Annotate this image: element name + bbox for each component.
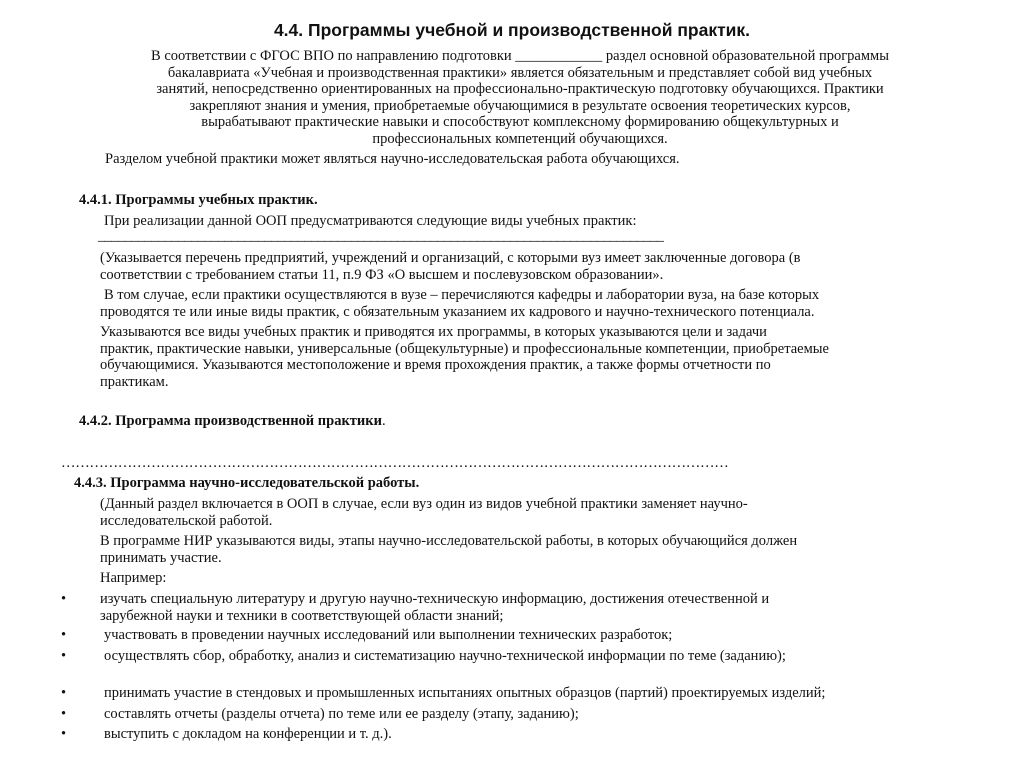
section-441-heading: 4.4.1. Программы учебных практик. — [79, 192, 318, 208]
intro-line: закрепляют знания и умения, приобретаемые обучающимися в результате освоения теоретических курсов, — [189, 97, 851, 114]
page-title: 4.4. Программы учебной и производственной практик. — [273, 20, 751, 40]
bullet-icon: • — [61, 591, 67, 607]
list-item-text: участвовать в проведении научных исследований или выполнении технических разработок; — [104, 627, 673, 643]
list-item-line: зарубежной науки и техники в соответствующей области знаний; — [100, 607, 504, 624]
intro-line: В соответствии с ФГОС ВПО по направлению подготовки ____________ раздел основной образовательной программы — [151, 48, 889, 64]
section-442-heading — [79, 413, 386, 430]
university-line: проводятся те или иные виды практик, с обязательным указанием их кадрового и научно-технического потенциала. — [100, 303, 815, 320]
list-item-text: осуществлять сбор, обработку, анализ и систематизацию научно-технической информации по теме (заданию); — [104, 648, 786, 664]
research-note: Разделом учебной практики может являться научно-исследовательская работа обучающихся. — [105, 151, 680, 167]
intro-line: вырабатывают практические навыки и способствуют комплексному формированию общекультурных и — [201, 114, 839, 130]
programs-line: практик, практические навыки, универсальные (общекультурные) и профессиональные компетенции, приобретаемые — [100, 340, 829, 357]
list-item — [0, 591, 1024, 625]
intro-line: профессиональных компетенций обучающихся. — [372, 130, 668, 147]
list-item — [0, 726, 1024, 744]
dotted-separator: …………………………………………………………………………………………………………………………… — [61, 455, 729, 471]
bullet-icon: • — [61, 685, 67, 701]
bullet-icon: • — [61, 706, 67, 722]
programs-line: Указываются все виды учебных практик и приводятся их программы, в которых указываются цели и задачи — [100, 324, 767, 340]
programs-line: практикам. — [100, 373, 169, 390]
bullet-icon: • — [61, 627, 67, 643]
nir-line: принимать участие. — [100, 549, 222, 566]
bullet-icon: • — [61, 648, 67, 664]
nir-note-line: (Данный раздел включается в ООП в случае, если вуз один из видов учебной практики заменяет научно- — [100, 496, 748, 512]
list-item-text: выступить с докладом на конференции и т. д.). — [104, 726, 392, 742]
list-item-text — [100, 591, 769, 624]
example-label: Например: — [100, 570, 167, 586]
blank-line: _____________________________________________________________________________________ — [98, 228, 664, 244]
section-442-title: 4.4.2. Программа производственной практики — [79, 413, 382, 429]
list-item — [0, 706, 1024, 724]
programs-line: обучающимися. Указываются местоположение и время прохождения практик, а также формы отчетности по — [100, 357, 771, 373]
section-441-note — [100, 250, 801, 283]
note-line: (Указывается перечень предприятий, учреждений и организаций, с которыми вуз имеет заключенные договора (в — [100, 250, 801, 266]
list-item-line: изучать специальную литературу и другую научно-техническую информацию, достижения отечественной и — [100, 591, 770, 607]
list-item-text: принимать участие в стендовых и промышленных испытаниях опытных образцов (партий) проектируемых изделий; — [104, 685, 826, 701]
section-443-note — [100, 496, 748, 529]
intro-paragraph — [60, 48, 980, 147]
list-item — [0, 685, 1024, 703]
list-item — [0, 648, 1024, 666]
list-item-text: составлять отчеты (разделы отчета) по теме или ее разделу (этапу, заданию); — [104, 706, 579, 722]
nir-line: В программе НИР указываются виды, этапы научно-исследовательской работы, в которых обучающийся должен — [100, 533, 798, 549]
nir-note-line: исследовательской работой. — [100, 512, 273, 529]
section-442-period: . — [382, 413, 386, 429]
list-item — [0, 627, 1024, 645]
section-441-intro: При реализации данной ООП предусматриваются следующие виды учебных практик: — [104, 213, 637, 229]
section-443-nir — [100, 533, 797, 566]
intro-line: бакалавриата «Учебная и производственная практики» является обязательным и представляет собой вид учебных — [167, 64, 873, 81]
intro-line: занятий, непосредственно ориентированных на профессионально-практическую подготовку обучающихся. Практики — [156, 81, 884, 97]
section-441-programs — [100, 324, 829, 390]
university-line: В том случае, если практики осуществляются в вузе – перечисляются кафедры и лаборатории вуза, на базе которых — [104, 287, 820, 303]
note-line: соответствии с требованием статьи 11, п.9 ФЗ «О высшем и послевузовском образовании». — [100, 266, 664, 283]
section-443-heading: 4.4.3. Программа научно-исследовательской работы. — [74, 475, 420, 491]
bullet-icon: • — [61, 726, 67, 742]
section-441-university — [100, 287, 819, 320]
